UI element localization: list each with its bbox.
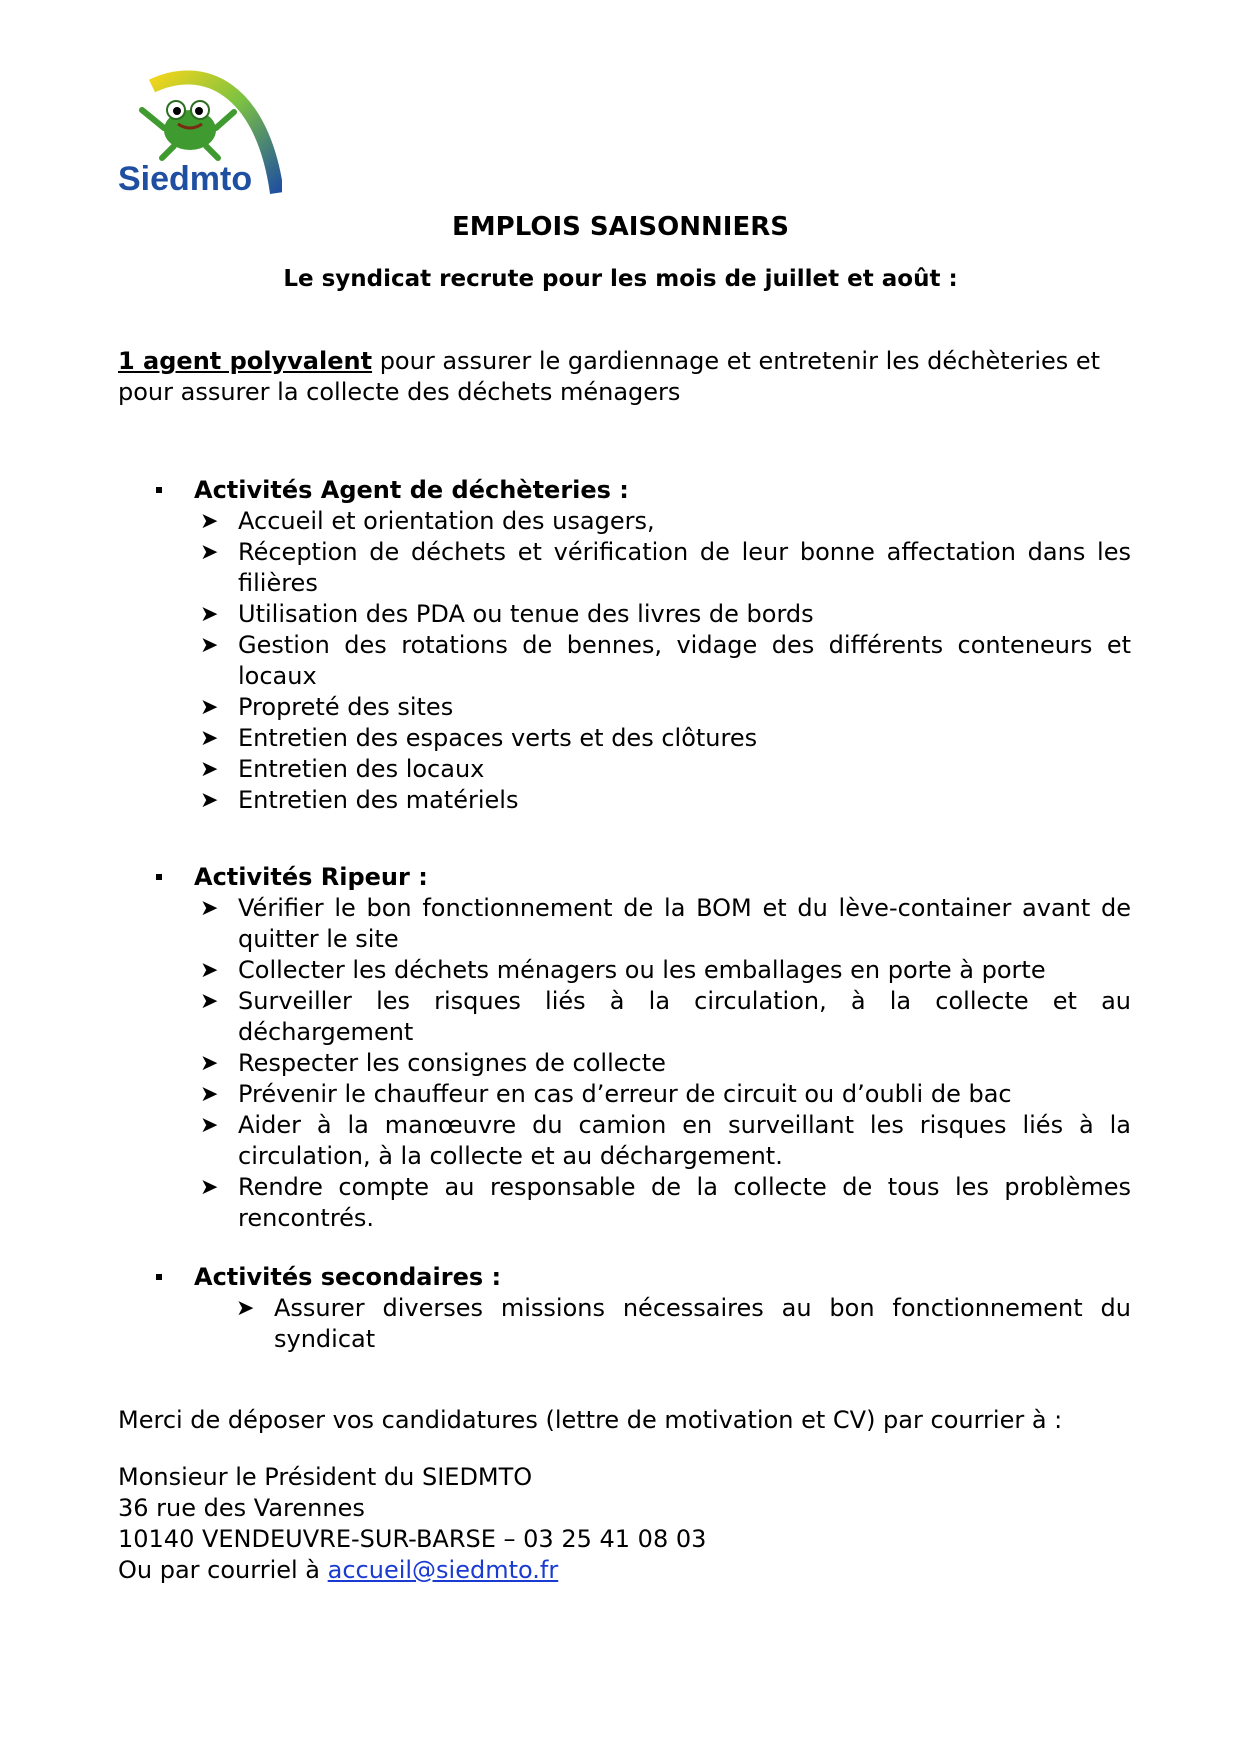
- arrow-bullet-icon: ➤: [200, 1175, 219, 1200]
- arrow-bullet-icon: ➤: [200, 788, 219, 813]
- page-title: EMPLOIS SAISONNIERS: [452, 212, 789, 242]
- list-item: ➤ Aider à la manœuvre du camion en surveillant les risques liés à la circulation, à la collecte et au déchargement.: [200, 1111, 1131, 1170]
- arrow-bullet-icon: ➤: [200, 633, 219, 658]
- intro-strong: 1 agent polyvalent: [118, 347, 373, 375]
- list-item: ➤ Entretien des locaux: [200, 755, 485, 783]
- closing-text: Merci de déposer vos candidatures (lettre de motivation et CV) par courrier à :: [118, 1406, 1063, 1434]
- square-bullet-icon: [156, 874, 162, 880]
- arrow-bullet-icon: ➤: [200, 1113, 219, 1138]
- section-heading: Activités Agent de déchèteries :: [156, 475, 1131, 506]
- arrow-bullet-icon: ➤: [200, 540, 219, 565]
- list-item: ➤ Respecter les consignes de collecte: [200, 1049, 666, 1077]
- email-prefix: Ou par courriel à: [118, 1556, 328, 1584]
- arrow-bullet-icon: ➤: [200, 896, 219, 921]
- list-item: ➤ Entretien des matériels: [200, 786, 519, 814]
- arrow-bullet-icon: ➤: [200, 989, 219, 1014]
- section-agent-decheteries: [156, 475, 1131, 816]
- email-line: [118, 1555, 706, 1586]
- address-block: [118, 1462, 706, 1586]
- arrow-bullet-icon: ➤: [200, 1082, 219, 1107]
- section-ripeur: [156, 862, 1131, 1234]
- siedmto-logo: [112, 58, 282, 198]
- arrow-bullet-icon: ➤: [200, 958, 219, 983]
- list-item: ➤ Prévenir le chauffeur en cas d’erreur de circuit ou d’oubli de bac: [200, 1080, 1012, 1108]
- list-item: ➤ Utilisation des PDA ou tenue des livres de bords: [200, 600, 814, 628]
- arrow-bullet-icon: ➤: [236, 1296, 255, 1321]
- logo-wordmark: Siedmto: [118, 160, 253, 198]
- arrow-bullet-icon: ➤: [200, 1051, 219, 1076]
- address-line: Monsieur le Président du SIEDMTO: [118, 1463, 533, 1491]
- square-bullet-icon: [156, 487, 162, 493]
- list-item: ➤ Entretien des espaces verts et des clôtures: [200, 724, 758, 752]
- email-link[interactable]: accueil@siedmto.fr: [327, 1556, 559, 1584]
- list-item: ➤ Surveiller les risques liés à la circulation, à la collecte et au déchargement: [200, 987, 1131, 1046]
- list-item: ➤ Réception de déchets et vérification de leur bonne affectation dans les filières: [200, 538, 1131, 597]
- list-item: ➤ Accueil et orientation des usagers,: [200, 507, 655, 535]
- list-item: ➤ Collecter les déchets ménagers ou les emballages en porte à porte: [200, 956, 1046, 984]
- list-item: ➤ Rendre compte au responsable de la collecte de tous les problèmes rencontrés.: [200, 1173, 1131, 1232]
- address-line: 10140 VENDEUVRE-SUR-BARSE – 03 25 41 08 03: [118, 1525, 707, 1553]
- square-bullet-icon: [156, 1274, 162, 1280]
- section-secondaires: [156, 1262, 1131, 1355]
- list-item: ➤ Gestion des rotations de bennes, vidage des différents conteneurs et locaux: [200, 631, 1131, 690]
- arrow-bullet-icon: ➤: [200, 726, 219, 751]
- page-subtitle: Le syndicat recrute pour les mois de juillet et août :: [283, 266, 958, 292]
- arrow-bullet-icon: ➤: [200, 602, 219, 627]
- section-heading: Activités Ripeur :: [156, 862, 1131, 893]
- address-line: 36 rue des Varennes: [118, 1494, 365, 1522]
- intro-rest: pour assurer le gardiennage et entretenir les déchèteries et pour assurer la collecte des déchets ménagers: [118, 347, 1101, 406]
- section-heading: Activités secondaires :: [156, 1262, 1131, 1293]
- list-item: ➤ Vérifier le bon fonctionnement de la BOM et du lève-container avant de quitter le site: [200, 894, 1131, 953]
- arrow-bullet-icon: ➤: [200, 695, 219, 720]
- list-item: ➤ Assurer diverses missions nécessaires au bon fonctionnement du syndicat: [236, 1294, 1131, 1353]
- list-item: ➤ Propreté des sites: [200, 693, 454, 721]
- arrow-bullet-icon: ➤: [200, 757, 219, 782]
- arrow-bullet-icon: ➤: [200, 509, 219, 534]
- intro-paragraph: [118, 346, 1128, 408]
